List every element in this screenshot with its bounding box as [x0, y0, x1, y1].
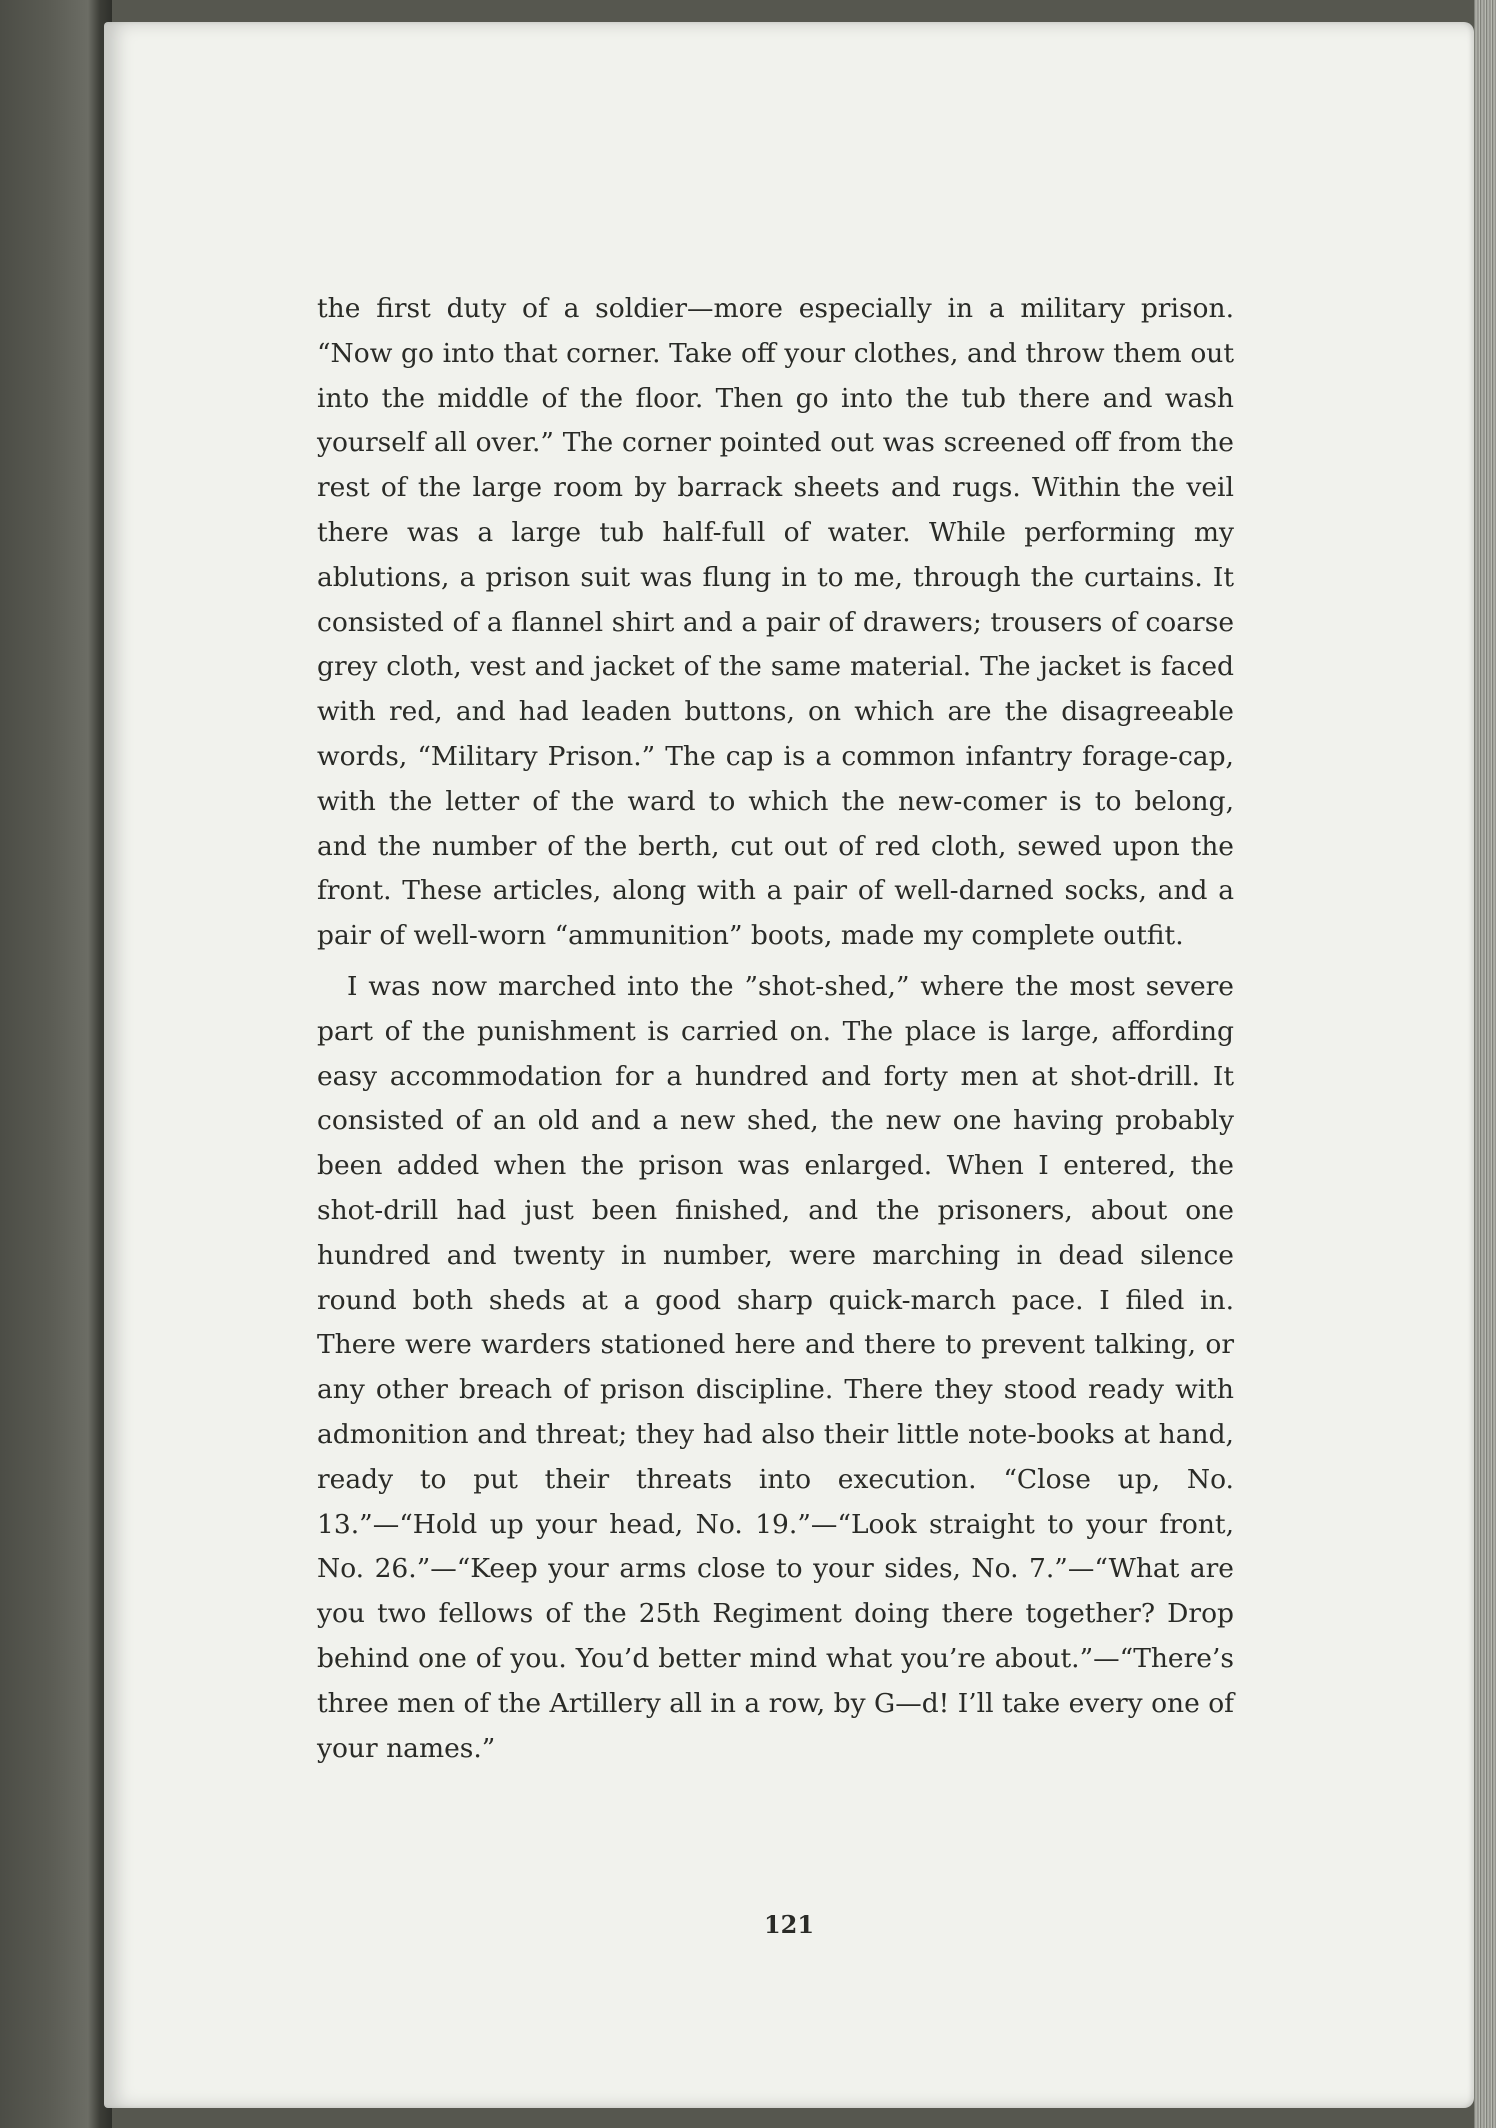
page-number: 121 — [763, 1910, 815, 1939]
paragraph-1: the first duty of a soldier—more especially in a military prison. “Now go into that corner. Take off your clothes, and throw them out into the middle of the floor. Then go into the tub there and wash yourself all over.” The corner pointed out was screened off from the rest of the large room by barrack sheets and rugs. Within the veil there was a large tub half-full of water. While performing my ablutions, a prison suit was flung in to me, through the curtains. It consisted of a flannel shirt and a pair of drawers; trousers of coarse grey cloth, vest and jacket of the same material. The jacket is faced with red, and had leaden buttons, on which are the disagreeable words, “Military Prison.” The cap is a common infantry forage-cap, with the letter of the ward to which the new-comer is to belong, and the number of the berth, cut out of red cloth, sewed upon the front. These articles, along with a pair of well-darned socks, and a pair of well-worn “ammunition” boots, made my complete outfit. — [317, 293, 1234, 952]
paragraph-2: I was now marched into the ”shot-shed,” where the most severe part of the punishment is carried on. The place is large, affording easy accommodation for a hundred and forty men at shot-drill. It consisted of an old and a new shed, the new one having probably been added when the prison was enlarged. When I entered, the shot-drill had just been finished, and the prisoners, about one hundred and twenty in number, were marching in dead silence round both sheds at a good sharp quick-march pace. I filed in. There were warders stationed here and there to prevent talking, or any other breach of prison discipline. There they stood ready with admonition and threat; they had also their little note-books at hand, ready to put their threats into execution. “Close up, No. 13.”—“Hold up your head, No. 19.”—“Look straight to your front, No. 26.”—“Keep your arms close to your sides, No. 7.”—“What are you two fellows of the 25th Regiment doing there together? Drop behind one of you. You’d better mind what you’re about.”—“There’s three men of the Artillery all in a row, by G—d! I’ll take every one of your names.” — [317, 970, 1234, 1764]
page-text — [317, 287, 1234, 1771]
book-binding — [0, 0, 112, 2128]
page-edges — [1474, 0, 1496, 2128]
book-page — [104, 22, 1474, 2108]
